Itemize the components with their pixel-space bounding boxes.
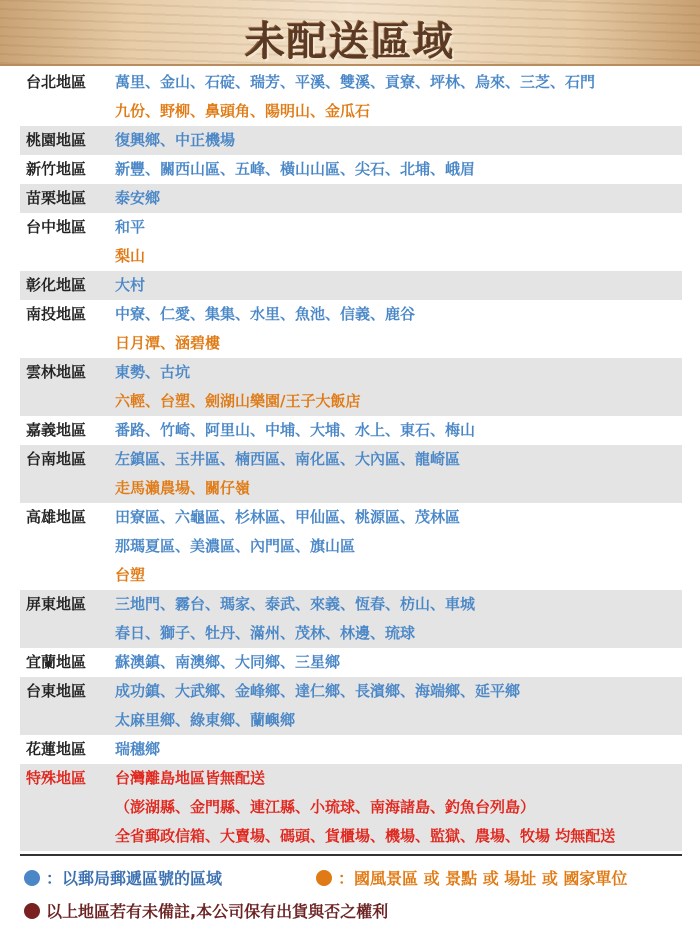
area-line: 日月潭、涵碧樓	[115, 334, 221, 352]
area-line: 蘇澳鎮、南澳鄉、大同鄉、三星鄉	[115, 653, 341, 671]
region-row	[20, 213, 682, 271]
region-areas	[115, 445, 682, 503]
area-line: 台灣離島地區皆無配送	[115, 769, 266, 787]
region-row	[20, 184, 682, 213]
region-name: 彰化地區	[26, 276, 87, 294]
region-areas	[115, 184, 682, 213]
region-areas	[115, 300, 682, 358]
region-row	[20, 445, 682, 503]
area-line: 九份、野柳、鼻頭角、陽明山、金瓜石	[115, 102, 371, 120]
region-row	[20, 764, 682, 851]
region-row	[20, 648, 682, 677]
area-line: 新豐、關西山區、五峰、橫山山區、尖石、北埔、峨眉	[115, 160, 476, 178]
region-areas	[115, 126, 682, 155]
region-name: 台東地區	[26, 682, 87, 700]
area-line: 東勢、古坑	[115, 363, 191, 381]
area-line: 全省郵政信箱、大賣場、碼頭、貨櫃場、機場、監獄、農場、牧場 均無配送	[115, 827, 616, 845]
region-row	[20, 735, 682, 764]
region-name: 南投地區	[26, 305, 87, 323]
dark-red-dot-icon	[24, 903, 40, 919]
region-areas	[115, 155, 682, 184]
area-line: 六輕、台塑、劍湖山樂園/王子大飯店	[115, 392, 361, 410]
region-areas	[115, 503, 682, 590]
region-name: 嘉義地區	[26, 421, 87, 439]
region-name: 桃園地區	[26, 131, 87, 149]
region-row	[20, 155, 682, 184]
area-line: 三地門、霧台、瑪家、泰武、來義、恆春、枋山、車城	[115, 595, 476, 613]
region-row	[20, 677, 682, 735]
area-line: 萬里、金山、石碇、瑞芳、平溪、雙溪、貢寮、坪林、烏來、三芝、石門	[115, 73, 596, 91]
legend-blue	[24, 866, 222, 889]
region-areas	[115, 416, 682, 445]
area-line: 中寮、仁愛、集集、水里、魚池、信義、鹿谷	[115, 305, 416, 323]
region-name: 新竹地區	[26, 160, 87, 178]
region-row	[20, 590, 682, 648]
area-line: 左鎮區、玉井區、楠西區、南化區、大內區、龍崎區	[115, 450, 461, 468]
area-line: 大村	[115, 276, 146, 294]
region-name: 花蓮地區	[26, 740, 87, 758]
area-line: 泰安鄉	[115, 189, 161, 207]
legend-note-label: 以上地區若有未備註,本公司保有出貨與否之權利	[46, 902, 389, 921]
area-line: 那瑪夏區、美濃區、內門區、旗山區	[115, 537, 356, 555]
region-name: 台南地區	[26, 450, 87, 468]
area-line: 瑞穗鄉	[115, 740, 161, 758]
orange-dot-icon	[316, 870, 332, 886]
region-row	[20, 126, 682, 155]
legend-blue-label: ：以郵局郵遞區號的區域	[46, 869, 223, 888]
region-name: 雲林地區	[26, 363, 87, 381]
region-name: 台北地區	[26, 73, 87, 91]
region-areas	[115, 677, 682, 735]
area-line: 田寮區、六龜區、杉林區、甲仙區、桃源區、茂林區	[115, 508, 461, 526]
page-title: 未配送區域	[245, 19, 455, 65]
region-name: 特殊地區	[26, 769, 87, 787]
region-row	[20, 358, 682, 416]
region-row	[20, 68, 682, 126]
area-line: 成功鎮、大武鄉、金峰鄉、達仁鄉、長濱鄉、海端鄉、延平鄉	[115, 682, 521, 700]
area-line: 走馬瀨農場、關仔嶺	[115, 479, 251, 497]
area-line: 梨山	[115, 247, 146, 265]
region-areas	[115, 735, 682, 764]
region-row	[20, 503, 682, 590]
area-line: 太麻里鄉、綠東鄉、蘭嶼鄉	[115, 711, 296, 729]
area-line: 台塑	[115, 566, 146, 584]
blue-dot-icon	[24, 870, 40, 886]
region-row	[20, 271, 682, 300]
divider	[20, 854, 682, 856]
area-line: 番路、竹崎、阿里山、中埔、大埔、水上、東石、梅山	[115, 421, 476, 439]
region-name: 高雄地區	[26, 508, 87, 526]
region-areas	[115, 590, 682, 648]
region-table	[20, 68, 682, 851]
area-line: 春日、獅子、牡丹、滿州、茂林、林邊、琉球	[115, 624, 416, 642]
title-banner	[0, 0, 700, 66]
region-name: 苗栗地區	[26, 189, 87, 207]
region-areas	[115, 648, 682, 677]
legend-orange-label: ：國風景區 或 景點 或 場址 或 國家單位	[338, 869, 628, 888]
region-name: 宜蘭地區	[26, 653, 87, 671]
region-areas	[115, 271, 682, 300]
area-line: 復興鄉、中正機場	[115, 131, 236, 149]
area-line: （澎湖縣、金門縣、連江縣、小琉球、南海諸島、釣魚台列島）	[115, 798, 536, 816]
region-areas	[115, 764, 682, 851]
region-areas	[115, 358, 682, 416]
region-name: 屏東地區	[26, 595, 87, 613]
region-row	[20, 300, 682, 358]
region-row	[20, 416, 682, 445]
region-areas	[115, 68, 682, 126]
legend-orange	[316, 866, 627, 889]
legend-note	[24, 899, 388, 922]
area-line: 和平	[115, 218, 146, 236]
region-areas	[115, 213, 682, 271]
region-name: 台中地區	[26, 218, 87, 236]
